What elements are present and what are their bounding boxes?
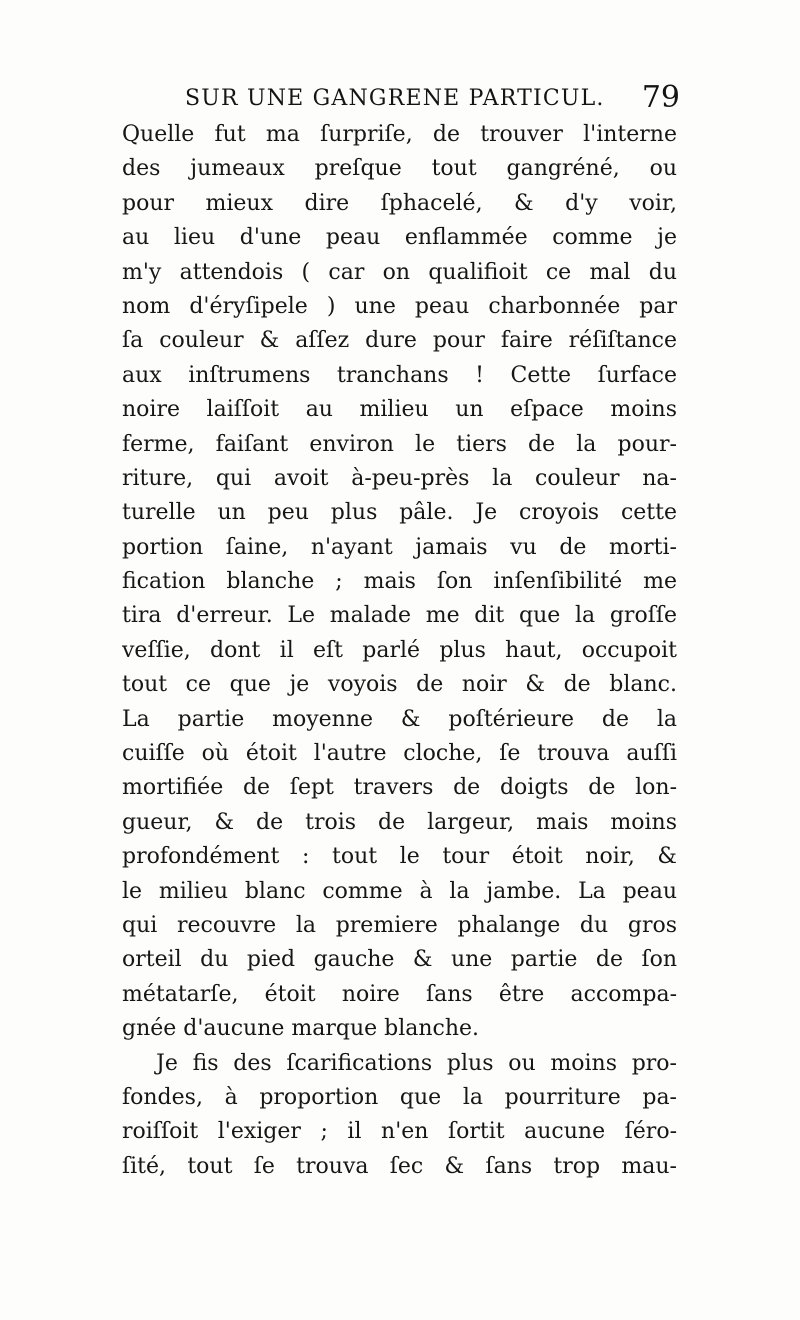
text-line: nom d'éryſipele ) une peau charbonnée par [122,293,677,319]
text-line: le milieu blanc comme à la jambe. La peau [122,878,677,904]
text-line: La partie moyenne & poſtérieure de la [122,706,677,732]
text-line: au lieu d'une peau enflammée comme je [122,225,677,251]
text-line: Quelle fut ma ſurpriſe, de trouver l'interne [122,122,677,147]
text-line: tira d'erreur. Le malade me dit que la groſſe [122,603,677,629]
text-line: m'y attendois ( car on qualifioit ce mal du [122,259,677,285]
text-line: noire laiſſoit au milieu un eſpace moins [122,397,677,423]
text-line: métatarſe, étoit noire ſans être accompa- [122,981,677,1007]
page-header [185,80,680,120]
text-line: fondes, à proportion que la pourriture pa- [122,1084,677,1110]
text-line: fication blanche ; mais ſon inſenſibilité me [122,569,677,595]
text-line: ſa couleur & aſſez dure pour faire réſiſtance [122,328,677,354]
text-line: Je fis des ſcarifications plus ou moins pro- [156,1050,677,1076]
text-line: cuiſſe où étoit l'autre cloche, ſe trouva auſſi [122,741,677,767]
text-line: ſité, tout ſe trouva ſec & ſans trop mau- [122,1153,677,1179]
text-line: profondément : tout le tour étoit noir, & [122,844,677,870]
body-text [122,118,677,1184]
page-number: 79 [641,80,680,115]
text-line: aux inſtrumens tranchans ! Cette ſurface [122,362,677,388]
text-line: qui recouvre la premiere phalange du gros [122,912,677,938]
text-line: riture, qui avoit à-peu-près la couleur na- [122,465,677,491]
text-line: mortifiée de ſept travers de doigts de lon- [122,775,677,801]
text-line: veſſie, dont il eſt parlé plus haut, occupoit [122,637,677,663]
text-line: gnée d'aucune marque blanche. [122,1016,480,1042]
text-line: pour mieux dire ſphacelé, & d'y voir, [122,190,677,216]
running-title: SUR UNE GANGRENE PARTICUL. [185,86,605,111]
text-line: ferme, faiſant environ le tiers de la pour- [122,431,677,457]
text-line: turelle un peu plus pâle. Je croyois cette [122,500,677,526]
text-line: roiſſoit l'exiger ; il n'en ſortit aucune ſéro- [122,1119,677,1145]
text-line: des jumeaux preſque tout gangréné, ou [122,156,677,182]
text-line: orteil du pied gauche & une partie de ſon [122,947,677,973]
text-line: portion ſaine, n'ayant jamais vu de morti- [122,534,677,560]
text-line: gueur, & de trois de largeur, mais moins [122,809,677,835]
text-line: tout ce que je voyois de noir & de blanc. [122,672,677,698]
